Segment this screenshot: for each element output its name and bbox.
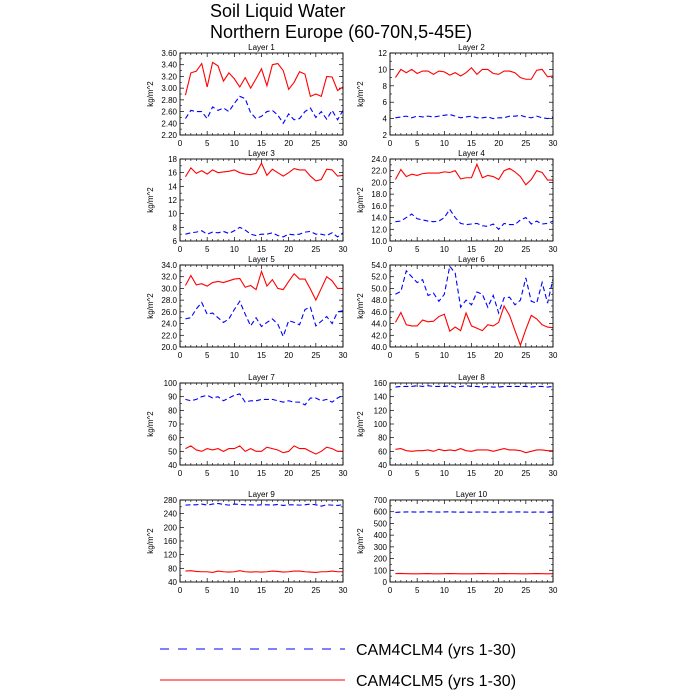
y-tick-label: 18 bbox=[168, 155, 177, 164]
panel-title: Layer 6 bbox=[458, 255, 485, 264]
series-line-clm4 bbox=[395, 512, 553, 513]
x-tick-label: 0 bbox=[387, 245, 393, 254]
x-tick-label: 10 bbox=[439, 245, 449, 254]
series-line-clm4 bbox=[185, 503, 343, 506]
y-tick-label: 80 bbox=[378, 433, 387, 443]
y-tick-label: 200 bbox=[373, 554, 387, 564]
panel-layer-3 bbox=[146, 149, 348, 254]
x-tick-label: 30 bbox=[548, 351, 558, 360]
x-tick-label: 0 bbox=[387, 351, 393, 360]
y-tick-label: 6 bbox=[382, 98, 387, 108]
x-tick-label: 5 bbox=[204, 245, 210, 254]
y-tick-label: 10 bbox=[168, 209, 177, 219]
y-tick-label: 400 bbox=[373, 531, 387, 541]
x-tick-label: 10 bbox=[439, 586, 449, 595]
x-tick-label: 30 bbox=[548, 245, 558, 254]
y-tick-label: 46.0 bbox=[371, 307, 387, 317]
y-tick-label: 0 bbox=[382, 578, 387, 587]
y-axis-label: kg/m^2 bbox=[146, 411, 155, 437]
y-tick-label: 2.40 bbox=[161, 119, 177, 129]
y-tick-label: 60 bbox=[168, 433, 177, 443]
panel-title: Layer 3 bbox=[248, 149, 275, 158]
y-tick-label: 8 bbox=[172, 223, 177, 233]
x-tick-label: 5 bbox=[204, 469, 210, 478]
panel-title: Layer 1 bbox=[248, 43, 275, 52]
x-tick-label: 25 bbox=[311, 351, 321, 360]
y-tick-label: 300 bbox=[373, 542, 387, 552]
panel-title: Layer 9 bbox=[248, 490, 275, 499]
y-tick-label: 10 bbox=[378, 65, 387, 75]
x-tick-label: 30 bbox=[338, 139, 348, 148]
x-tick-label: 5 bbox=[414, 351, 420, 360]
x-tick-label: 30 bbox=[548, 139, 558, 148]
panel-title: Layer 10 bbox=[455, 490, 488, 499]
plot-frame bbox=[180, 500, 343, 582]
x-tick-label: 10 bbox=[229, 245, 239, 254]
y-tick-label: 22.0 bbox=[371, 166, 387, 176]
x-tick-label: 30 bbox=[548, 586, 558, 595]
y-axis-label: kg/m^2 bbox=[146, 187, 155, 213]
x-tick-label: 15 bbox=[257, 351, 266, 360]
x-tick-label: 15 bbox=[467, 586, 476, 595]
x-tick-label: 15 bbox=[467, 469, 476, 478]
plot-frame bbox=[390, 53, 553, 135]
legend-label-clm4: CAM4CLM4 (yrs 1-30) bbox=[356, 642, 517, 659]
panel-layer-4 bbox=[356, 149, 558, 254]
y-tick-label: 30.0 bbox=[161, 284, 177, 294]
x-tick-label: 10 bbox=[439, 139, 449, 148]
y-tick-label: 28.0 bbox=[161, 296, 177, 306]
y-tick-label: 700 bbox=[373, 496, 387, 505]
y-tick-label: 12 bbox=[168, 196, 177, 205]
y-tick-label: 160 bbox=[163, 537, 177, 546]
series-line-clm5 bbox=[185, 163, 343, 181]
y-tick-label: 16.0 bbox=[371, 201, 387, 211]
y-axis-label: kg/m^2 bbox=[356, 81, 365, 107]
y-tick-label: 90 bbox=[168, 392, 177, 402]
x-tick-label: 30 bbox=[338, 351, 348, 360]
y-axis-label: kg/m^2 bbox=[356, 411, 365, 437]
x-tick-label: 25 bbox=[311, 469, 321, 478]
y-tick-label: 160 bbox=[373, 379, 387, 388]
y-tick-label: 40 bbox=[168, 578, 177, 587]
panel-title: Layer 2 bbox=[458, 43, 485, 52]
plot-frame bbox=[180, 265, 343, 347]
x-tick-label: 0 bbox=[177, 586, 183, 595]
x-tick-label: 30 bbox=[338, 469, 348, 478]
y-tick-label: 100 bbox=[373, 420, 387, 429]
x-tick-label: 20 bbox=[284, 586, 294, 595]
x-tick-label: 10 bbox=[229, 139, 239, 148]
y-tick-label: 22.0 bbox=[161, 331, 177, 341]
x-tick-label: 5 bbox=[414, 245, 420, 254]
series-line-clm5 bbox=[185, 271, 343, 300]
y-axis-label: kg/m^2 bbox=[146, 81, 155, 107]
plot-frame bbox=[180, 159, 343, 241]
x-tick-label: 30 bbox=[548, 469, 558, 478]
figure-title-line-1: Soil Liquid Water bbox=[210, 1, 346, 21]
panel-layer-6 bbox=[356, 255, 558, 360]
series-line-clm4 bbox=[185, 96, 343, 123]
x-tick-label: 20 bbox=[494, 351, 504, 360]
x-tick-label: 0 bbox=[387, 586, 393, 595]
series-line-clm5 bbox=[185, 446, 343, 454]
series-line-clm4 bbox=[395, 209, 553, 229]
x-tick-label: 25 bbox=[521, 586, 531, 595]
y-tick-label: 2.60 bbox=[161, 107, 177, 117]
figure-title-line-2: Northern Europe (60-70N,5-45E) bbox=[210, 22, 473, 42]
y-tick-label: 14.0 bbox=[371, 213, 387, 223]
x-tick-label: 0 bbox=[387, 139, 393, 148]
y-tick-label: 40.0 bbox=[371, 343, 387, 352]
x-tick-label: 0 bbox=[177, 351, 183, 360]
legend-label-clm5: CAM4CLM5 (yrs 1-30) bbox=[356, 673, 517, 690]
y-tick-label: 70 bbox=[168, 420, 177, 429]
x-tick-label: 15 bbox=[257, 139, 266, 148]
y-tick-label: 500 bbox=[373, 519, 387, 529]
panel-layer-2 bbox=[356, 43, 558, 148]
series-line-clm5 bbox=[395, 164, 553, 185]
y-tick-label: 48.0 bbox=[371, 296, 387, 306]
y-tick-label: 42.0 bbox=[371, 331, 387, 341]
x-tick-label: 20 bbox=[494, 139, 504, 148]
series-line-clm4 bbox=[395, 386, 553, 387]
y-tick-label: 2 bbox=[382, 131, 387, 140]
x-tick-label: 10 bbox=[229, 351, 239, 360]
y-tick-label: 24.0 bbox=[161, 319, 177, 329]
series-line-clm4 bbox=[185, 301, 343, 336]
x-tick-label: 25 bbox=[521, 245, 531, 254]
series-line-clm5 bbox=[395, 68, 553, 79]
y-tick-label: 60 bbox=[378, 447, 387, 457]
y-tick-label: 3.00 bbox=[161, 84, 177, 94]
plot-frame bbox=[390, 265, 553, 347]
panel-title: Layer 7 bbox=[248, 373, 275, 382]
x-tick-label: 0 bbox=[387, 469, 393, 478]
y-axis-label: kg/m^2 bbox=[146, 293, 155, 319]
x-tick-label: 25 bbox=[521, 351, 531, 360]
y-axis-label: kg/m^2 bbox=[356, 293, 365, 319]
y-tick-label: 12.0 bbox=[371, 225, 387, 235]
y-tick-label: 10.0 bbox=[371, 237, 387, 246]
series-line-clm5 bbox=[395, 449, 553, 453]
x-tick-label: 25 bbox=[311, 139, 321, 148]
x-tick-label: 5 bbox=[204, 139, 210, 148]
series-line-clm5 bbox=[395, 306, 553, 345]
x-tick-label: 20 bbox=[494, 245, 504, 254]
panel-layer-1 bbox=[146, 43, 348, 148]
y-tick-label: 26.0 bbox=[161, 307, 177, 317]
series-line-clm5 bbox=[185, 62, 343, 96]
x-tick-label: 15 bbox=[257, 469, 266, 478]
x-tick-label: 10 bbox=[229, 469, 239, 478]
panel-layer-10 bbox=[356, 490, 558, 595]
x-tick-label: 15 bbox=[467, 245, 476, 254]
x-tick-label: 15 bbox=[257, 586, 266, 595]
y-tick-label: 50 bbox=[168, 447, 177, 457]
y-tick-label: 100 bbox=[373, 566, 387, 576]
x-tick-label: 25 bbox=[521, 139, 531, 148]
panels-grid bbox=[146, 43, 558, 595]
y-tick-label: 3.60 bbox=[161, 49, 177, 58]
x-tick-label: 20 bbox=[284, 469, 294, 478]
x-tick-label: 5 bbox=[414, 586, 420, 595]
y-tick-label: 54.0 bbox=[371, 261, 387, 270]
plot-frame bbox=[180, 53, 343, 135]
y-tick-label: 3.40 bbox=[161, 60, 177, 70]
panel-layer-9 bbox=[146, 490, 348, 595]
y-tick-label: 8 bbox=[382, 81, 387, 91]
y-tick-label: 80 bbox=[168, 564, 177, 574]
x-tick-label: 25 bbox=[521, 469, 531, 478]
y-tick-label: 14 bbox=[168, 182, 177, 192]
x-tick-label: 20 bbox=[284, 245, 294, 254]
y-tick-label: 16 bbox=[168, 168, 177, 178]
series-line-clm4 bbox=[395, 266, 553, 313]
panel-title: Layer 5 bbox=[248, 255, 275, 264]
x-tick-label: 20 bbox=[284, 139, 294, 148]
plot-frame bbox=[390, 159, 553, 241]
y-axis-label: kg/m^2 bbox=[356, 528, 365, 554]
y-tick-label: 100 bbox=[163, 379, 177, 388]
series-line-clm4 bbox=[395, 115, 553, 119]
series-line-clm5 bbox=[185, 571, 343, 573]
y-tick-label: 34.0 bbox=[161, 261, 177, 270]
y-tick-label: 80 bbox=[168, 406, 177, 416]
y-tick-label: 32.0 bbox=[161, 272, 177, 282]
y-tick-label: 140 bbox=[373, 392, 387, 402]
y-axis-label: kg/m^2 bbox=[146, 528, 155, 554]
x-tick-label: 5 bbox=[204, 586, 210, 595]
y-tick-label: 24.0 bbox=[371, 155, 387, 164]
y-tick-label: 50.0 bbox=[371, 284, 387, 294]
x-tick-label: 15 bbox=[257, 245, 266, 254]
y-tick-label: 12 bbox=[378, 49, 387, 58]
x-tick-label: 30 bbox=[338, 245, 348, 254]
x-tick-label: 10 bbox=[439, 351, 449, 360]
y-tick-label: 240 bbox=[163, 509, 177, 519]
x-tick-label: 5 bbox=[414, 139, 420, 148]
series-line-clm4 bbox=[185, 227, 343, 237]
x-tick-label: 25 bbox=[311, 245, 321, 254]
x-tick-label: 15 bbox=[467, 139, 476, 148]
x-tick-label: 30 bbox=[338, 586, 348, 595]
y-tick-label: 44.0 bbox=[371, 319, 387, 329]
panel-layer-5 bbox=[146, 255, 348, 360]
panel-title: Layer 4 bbox=[458, 149, 485, 158]
legend bbox=[160, 642, 516, 690]
x-tick-label: 15 bbox=[467, 351, 476, 360]
x-tick-label: 10 bbox=[229, 586, 239, 595]
x-tick-label: 0 bbox=[177, 469, 183, 478]
x-tick-label: 5 bbox=[204, 351, 210, 360]
x-tick-label: 5 bbox=[414, 469, 420, 478]
y-tick-label: 600 bbox=[373, 507, 387, 517]
x-tick-label: 20 bbox=[494, 586, 504, 595]
y-tick-label: 40 bbox=[378, 461, 387, 470]
y-tick-label: 20.0 bbox=[371, 178, 387, 188]
x-tick-label: 20 bbox=[284, 351, 294, 360]
x-tick-label: 20 bbox=[494, 469, 504, 478]
y-tick-label: 200 bbox=[163, 523, 177, 533]
y-tick-label: 280 bbox=[163, 496, 177, 505]
y-axis-label: kg/m^2 bbox=[356, 187, 365, 213]
y-tick-label: 6 bbox=[172, 237, 177, 246]
panel-title: Layer 8 bbox=[458, 373, 485, 382]
y-tick-label: 20.0 bbox=[161, 343, 177, 352]
y-tick-label: 4 bbox=[382, 114, 387, 124]
plot-frame bbox=[390, 383, 553, 465]
panel-layer-7 bbox=[146, 373, 348, 478]
x-tick-label: 0 bbox=[177, 139, 183, 148]
y-tick-label: 2.20 bbox=[161, 131, 177, 140]
series-line-clm4 bbox=[185, 394, 343, 405]
y-tick-label: 2.80 bbox=[161, 95, 177, 105]
x-tick-label: 10 bbox=[439, 469, 449, 478]
y-tick-label: 52.0 bbox=[371, 272, 387, 282]
y-tick-label: 18.0 bbox=[371, 190, 387, 200]
y-tick-label: 3.20 bbox=[161, 72, 177, 82]
x-tick-label: 25 bbox=[311, 586, 321, 595]
y-tick-label: 120 bbox=[163, 550, 177, 560]
panel-layer-8 bbox=[356, 373, 558, 478]
y-tick-label: 120 bbox=[373, 406, 387, 416]
x-tick-label: 0 bbox=[177, 245, 183, 254]
y-tick-label: 40 bbox=[168, 461, 177, 470]
